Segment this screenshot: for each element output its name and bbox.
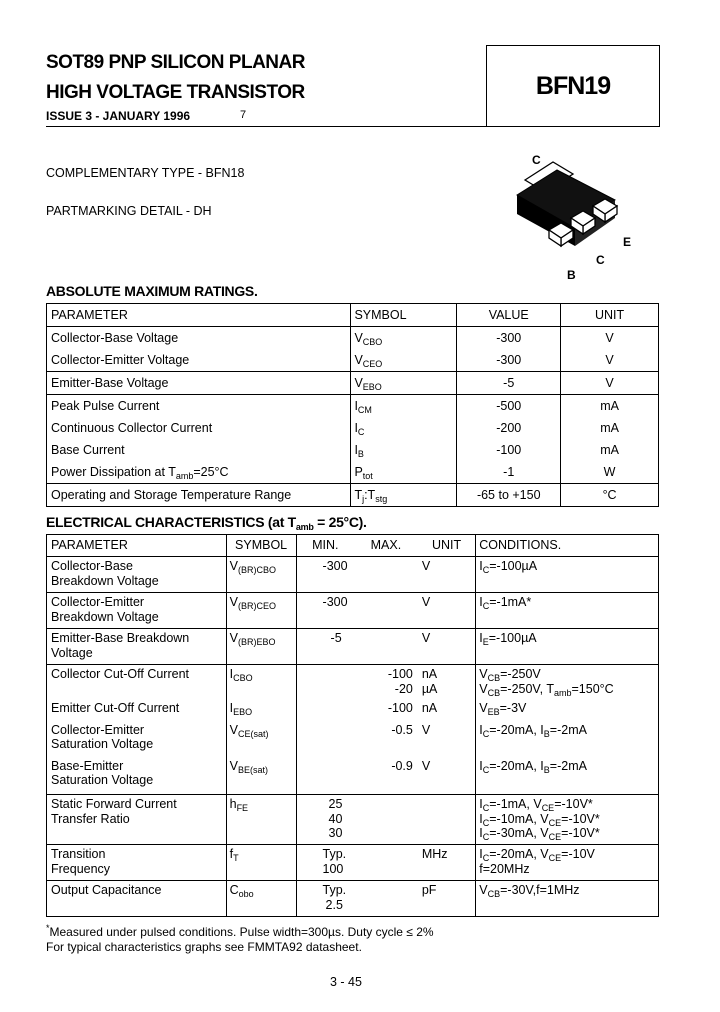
- row-symbol: $V_{EBO}$: [351, 372, 457, 395]
- row-value: -100: [457, 439, 561, 461]
- row-conditions: $I_C=-1mA$, $V_{CE}=-10V*$ $I_C=-10mA$, $V_{CE}=-10V*$ $I_C=-30mA$, $V_{CE}=-10V*$: [476, 795, 659, 845]
- table-row: [47, 665, 659, 701]
- pin-label-c: C: [596, 253, 605, 267]
- table-header-row: [47, 304, 659, 327]
- partmarking-detail: PARTMARKING DETAIL - DH: [46, 204, 212, 218]
- row-unit: V: [561, 327, 659, 350]
- header-rule: [46, 126, 486, 127]
- row-min: [296, 665, 354, 701]
- row-symbol: $I_B$: [351, 439, 457, 461]
- row-value: -300: [457, 327, 561, 350]
- row-parameter: Collector-Emitter Voltage: [47, 349, 351, 372]
- col-header-unit: UNIT: [431, 538, 462, 552]
- row-value: -500: [457, 395, 561, 418]
- row-parameter: Output Capacitance: [47, 881, 227, 917]
- col-header-unit: UNIT: [561, 304, 659, 327]
- row-value: -65 to +150: [457, 484, 561, 507]
- table-row: [47, 723, 659, 759]
- table-row: [47, 461, 659, 484]
- row-parameter: Power Dissipation at $T_{amb}=25^\circ C$: [47, 461, 351, 484]
- table-row: [47, 327, 659, 350]
- row-conditions: $I_C=-20mA$, $I_B=-2mA$: [476, 723, 659, 759]
- table-header-row: [47, 535, 659, 557]
- row-parameter: Peak Pulse Current: [47, 395, 351, 418]
- row-max: [354, 629, 418, 665]
- page-number: 3 - 45: [330, 975, 362, 989]
- row-parameter: Base Current: [47, 439, 351, 461]
- row-unit: V: [421, 758, 431, 773]
- row-min: Typ. 2.5: [296, 881, 354, 917]
- row-parameter: Collector-Base Breakdown Voltage: [47, 557, 227, 593]
- table-row: [47, 557, 659, 593]
- elec-table: [46, 534, 659, 917]
- row-symbol: $V_{(BR)EBO}$: [226, 629, 296, 665]
- pin-label-e: E: [623, 235, 632, 249]
- row-conditions: $I_C=-100\mu A$: [476, 557, 659, 593]
- row-unit: V: [418, 629, 476, 665]
- elec-heading: ELECTRICAL CHARACTERISTICS (at $T_{amb} = 25^\circ C$).: [46, 514, 367, 532]
- row-conditions: $V_{CB}=-30V,f=1MHz$: [476, 881, 659, 917]
- row-max: -0.5: [391, 722, 413, 737]
- row-symbol: $I_C$: [351, 417, 457, 439]
- row-parameter: Collector-Emitter Breakdown Voltage: [47, 593, 227, 629]
- sot89-package-diagram: [505, 150, 655, 285]
- row-value: -200: [457, 417, 561, 439]
- row-symbol: $V_{(BR)CBO}$: [226, 557, 296, 593]
- row-min: -300: [296, 557, 354, 593]
- row-symbol: $T_j:T_{stg}$: [351, 484, 457, 507]
- row-max: -100: [387, 700, 413, 715]
- title-line-2: HIGH VOLTAGE TRANSISTOR: [46, 82, 305, 103]
- row-unit: V: [561, 349, 659, 372]
- row-unit: °C: [561, 484, 659, 507]
- table-row: [47, 395, 659, 418]
- col-header-conditions: CONDITIONS.: [476, 535, 659, 557]
- row-min: [296, 723, 354, 759]
- row-symbol: $V_{CBO}$: [351, 327, 457, 350]
- table-row: [47, 439, 659, 461]
- table-row: [47, 629, 659, 665]
- col-header-value: VALUE: [457, 304, 561, 327]
- row-value: -5: [457, 372, 561, 395]
- row-symbol: $I_{CBO}$: [226, 665, 296, 701]
- row-min: [296, 701, 354, 723]
- row-parameter: Operating and Storage Temperature Range: [47, 484, 351, 507]
- table-row: [47, 593, 659, 629]
- row-conditions: $I_C=-1mA*$: [476, 593, 659, 629]
- row-parameter: Transition Frequency: [47, 845, 227, 881]
- col-header-max: MAX.: [370, 538, 402, 552]
- row-symbol: $V_{CEO}$: [351, 349, 457, 372]
- row-parameter: Collector Cut-Off Current: [47, 665, 227, 701]
- row-max: [354, 881, 418, 917]
- row-conditions: $I_C=-20mA$, $I_B=-2mA$: [476, 759, 659, 795]
- row-unit: V: [418, 557, 476, 593]
- row-unit: mA: [561, 439, 659, 461]
- row-parameter: Base-Emitter Saturation Voltage: [51, 758, 154, 788]
- table-row: [47, 795, 659, 845]
- row-unit: [418, 795, 476, 845]
- row-unit: V: [561, 372, 659, 395]
- col-header-parameter: PARAMETER: [51, 538, 128, 552]
- row-max: -0.9: [391, 758, 413, 773]
- footnote-graphs: For typical characteristics graphs see FMMTA92 datasheet.: [46, 940, 362, 954]
- row-parameter: Continuous Collector Current: [47, 417, 351, 439]
- footnote-pulsed: *Measured under pulsed conditions. Pulse width=300µs. Duty cycle ≤ 2%: [46, 923, 434, 939]
- row-parameter: Static Forward Current Transfer Ratio: [47, 795, 227, 845]
- row-min: Typ. 100: [296, 845, 354, 881]
- table-row: [47, 417, 659, 439]
- row-conditions: $V_{EB}=-3V$: [476, 701, 659, 723]
- pin-label-c-top: C: [532, 153, 541, 167]
- row-min: -5: [296, 629, 354, 665]
- abs-max-heading: ABSOLUTE MAXIMUM RATINGS.: [46, 283, 258, 299]
- part-number-box: [486, 45, 660, 127]
- row-max: -100 -20: [354, 665, 418, 701]
- pin-label-b: B: [567, 268, 576, 282]
- col-header-parameter: PARAMETER: [47, 304, 351, 327]
- abs-max-table: [46, 303, 659, 507]
- row-parameter: Collector-Base Voltage: [47, 327, 351, 350]
- table-row: [47, 759, 659, 795]
- issue-text: ISSUE 3 - JANUARY 1996: [46, 109, 191, 123]
- row-conditions: $I_C=-20mA$, $V_{CE}=-10V$ f=20MHz: [476, 845, 659, 881]
- title-line-1: SOT89 PNP SILICON PLANAR: [46, 52, 305, 73]
- row-symbol: $C_{obo}$: [226, 881, 296, 917]
- col-header-min: MIN.: [296, 535, 354, 557]
- row-symbol: $P_{tot}$: [351, 461, 457, 484]
- row-value: -1: [457, 461, 561, 484]
- row-parameter: Emitter-Base Breakdown Voltage: [47, 629, 227, 665]
- row-parameter: Emitter Cut-Off Current: [51, 700, 180, 715]
- row-unit: V: [418, 593, 476, 629]
- row-max: [354, 557, 418, 593]
- row-unit: nA: [421, 700, 438, 715]
- table-row: [47, 845, 659, 881]
- col-header-symbol: SYMBOL: [226, 535, 296, 557]
- table-row: [47, 701, 659, 723]
- row-min: -300: [296, 593, 354, 629]
- row-max: [354, 845, 418, 881]
- row-symbol: $V_{CE(sat)}$: [226, 723, 296, 759]
- row-unit: V: [421, 722, 431, 737]
- row-symbol: $V_{(BR)CEO}$: [226, 593, 296, 629]
- row-unit: nA µA: [418, 665, 476, 701]
- row-conditions: $I_E=-100\mu A$: [476, 629, 659, 665]
- table-row: [47, 484, 659, 507]
- part-number: BFN19: [535, 72, 611, 100]
- row-unit: pF: [418, 881, 476, 917]
- table-row: [47, 372, 659, 395]
- row-symbol: $h_{FE}$: [226, 795, 296, 845]
- row-max: [354, 593, 418, 629]
- complementary-type: COMPLEMENTARY TYPE - BFN18: [46, 166, 245, 180]
- row-symbol: $I_{EBO}$: [226, 701, 296, 723]
- row-parameter: Emitter-Base Voltage: [47, 372, 351, 395]
- row-value: -300: [457, 349, 561, 372]
- row-unit: mA: [561, 395, 659, 418]
- table-row: [47, 349, 659, 372]
- row-parameter: Collector-Emitter Saturation Voltage: [51, 722, 154, 752]
- row-symbol: $I_{CM}$: [351, 395, 457, 418]
- row-min: [296, 759, 354, 795]
- col-header-symbol: SYMBOL: [351, 304, 457, 327]
- issue-mark: 7: [240, 109, 247, 121]
- row-unit: MHz: [418, 845, 476, 881]
- row-symbol: $V_{BE(sat)}$: [226, 759, 296, 795]
- table-row: [47, 881, 659, 917]
- row-unit: W: [561, 461, 659, 484]
- row-conditions: $V_{CB}=-250V$ $V_{CB}=-250V$, $T_{amb}=150^\circ C$: [476, 665, 659, 701]
- row-max: [354, 795, 418, 845]
- row-symbol: $f_T$: [226, 845, 296, 881]
- row-min: 25 40 30: [296, 795, 354, 845]
- row-unit: mA: [561, 417, 659, 439]
